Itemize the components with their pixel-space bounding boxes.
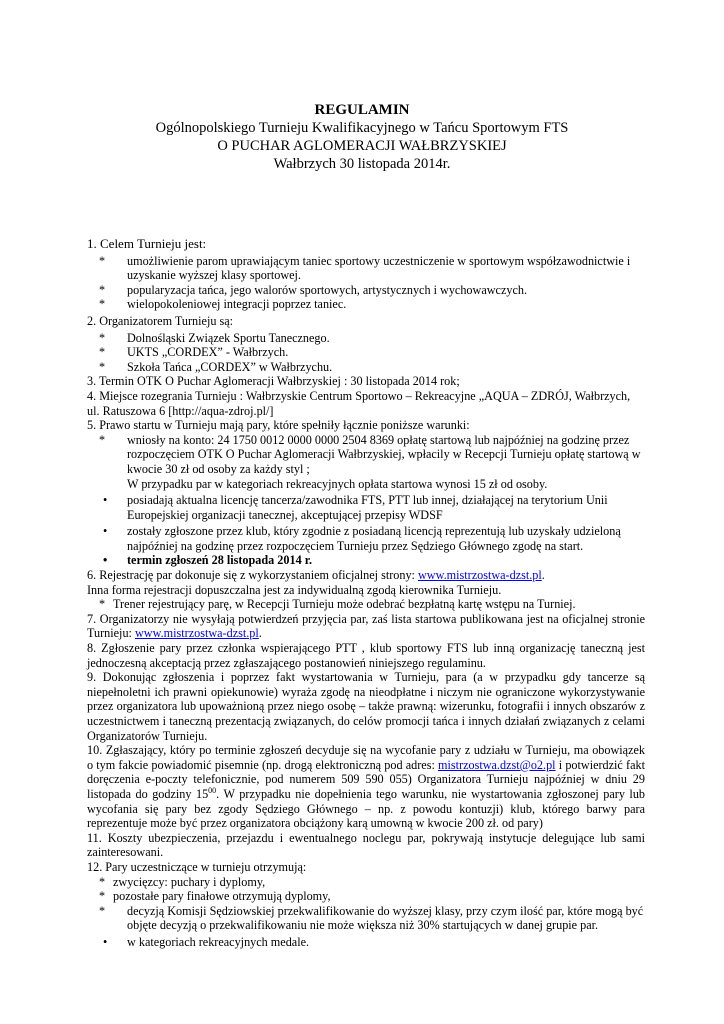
email-link[interactable]: mistrzostwa.dzst@o2.pl <box>438 757 556 772</box>
section-12-item: • w kategoriach rekreacyjnych medale. <box>103 934 310 949</box>
section-5-note: W przypadku par w kategoriach rekreacyjnych opłata startowa wynosi 15 zł od osoby. <box>127 476 548 491</box>
start-list-link[interactable]: www.mistrzostwa-dzst.pl <box>134 626 259 641</box>
section-3: 3. Termin OTK O Puchar Aglomeracji Wałbrzyskiej : 30 listopada 2014 rok; <box>87 374 460 389</box>
header-date: Wałbrzych 30 listopada 2014r. <box>273 156 451 172</box>
section-5-deadline: • termin zgłoszeń 28 listopada 2014 r. <box>103 553 313 568</box>
section-5-heading: 5. Prawo startu w Turnieju mają pary, które spełniły łącznie poniższe warunki: <box>87 418 470 433</box>
section-11: 11. Koszty ubezpieczenia, przejazdu i ewentualnego noclegu par, pokrywają instytucje delegujące lub sami zainteresowani. <box>87 830 645 860</box>
section-12-item: * decyzją Komisji Sędziowskiej przekwalifikowanie do wyższej klasy, przy czym ilość par, które mogą być objęte decyzją o przekwalifikowaniu nie może większa niż 30% startujących w danej grupie par. <box>99 903 644 933</box>
section-9: 9. Dokonując zgłoszenia i poprzez fakt wystartowania w Turnieju, para (a w przypadku gdy tancerze są niepełnoletni ich prawni opiekunowie) wyraża zgodę na nieodpłatne i niczym nie ograniczone wykorzystywanie przez organizatora lub upoważnioną przez niego osobę – także prawną: wizerunku, fotografii i innych obszarów z uczestnictwem i taneczną prezentacją związanych, do celów promocji tańca i innych działań związanych z celami Organizatorów Turnieju. <box>87 670 645 743</box>
header-subtitle-2: O PUCHAR AGLOMERACJI WAŁBRZYSKIEJ <box>217 138 507 154</box>
regulation-body <box>87 237 645 950</box>
section-6-trainer-note: * Trener rejestrujący parę, w Recepcji Turnieju może odebrać bezpłatną kartę wstępu na Turniej. <box>99 597 576 612</box>
section-1-item: * popularyzacja tańca, jego walorów sportowych, artystycznych i wychowawczych. <box>99 282 528 297</box>
section-5-item: * wniosły na konto: 24 1750 0012 0000 0000 2504 8369 opłatę startową lub najpóźniej na godzinę przez rozpoczęciem OTK O Puchar Aglomeracji Wałbrzyskiej, wpłacily w Recepcji Turnieju opłatę startową w kwocie 30 zł od osoby za każdy styl ; <box>99 432 641 476</box>
section-12-heading: 12. Pary uczestniczące w turnieju otrzymują: <box>87 859 307 874</box>
section-5-item: • zostały zgłoszone przez klub, który zgodnie z posiadaną licencją reprezentują lub uzyskały udzieloną najpóźniej na godzinę przez rozpoczęciem Turnieju przez Sędziego Głównego zgodę na start. <box>103 524 621 553</box>
section-12-item: * zwycięzcy: puchary i dyplomy, <box>99 874 266 889</box>
section-2-item: * UKTS „CORDEX” - Wałbrzych. <box>99 345 289 360</box>
section-12-item: * pozostałe pary finałowe otrzymują dyplomy, <box>99 889 331 904</box>
section-2-heading: 2. Organizatorem Turnieju są: <box>87 313 234 328</box>
section-8: 8. Zgłoszenie pary przez członka wspierającego PTT , klub sportowy FTS lub inną organizację taneczną jest jednoczesną akceptacją przez zgłaszającego postanowień niniejszego regulaminu. <box>87 641 645 670</box>
section-2-item: * Dolnośląski Związek Sportu Tanecznego. <box>99 330 330 345</box>
section-2-item: * Szkoła Tańca „CORDEX” w Wałbrzychu. <box>99 359 333 374</box>
section-6-line-2: Inna forma rejestracji dopuszczalna jest za indywidualną zgodą kierownika Turnieju. <box>87 582 502 597</box>
section-10: 10. Zgłaszający, który po terminie zgłoszeń decyduje się na wycofanie pary z udziału w Turnieju, ma obowiązek o tym fakcie powiadomić pisemnie (np. drogą elektroniczną pod adres: mistrzostwa.dzst@o2.pl i potwierdzić fakt doręczenia e-poczty telefonicznie, pod numerem 509 590 055) Organizatora Turnieju najpóźniej w dniu 29 listopada do godziny $15^{00}$. W przypadku nie dopełnienia tego warunku, nie wystartowania zgłoszonej pary lub wycofania się pary bez zgody Sędziego Głównego – np. z powodu kontuzji) klub, którego barwy para reprezentuje może być przez organizatora obciążony karą umowną w kwocie 200 zł. od pary) <box>87 743 646 831</box>
section-5-item: • posiadają aktualna licencję tancerza/zawodnika FTS, PTT lub innej, działającej na terytorium Unii Europejskiej organizacji tanecznej, akceptującej przepisy WDSF <box>103 493 608 522</box>
section-1-item: * umożliwienie parom uprawiającym taniec sportowy uczestniczenie w sportowym współzawodnictwie i uzyskanie wyższej klasy sportowej. <box>99 253 631 283</box>
section-1-item: * wielopokoleniowej integracji poprzez taniec. <box>99 297 347 312</box>
registration-link[interactable]: www.mistrzostwa-dzst.pl <box>418 568 542 583</box>
header-subtitle-1: Ogólnopolskiego Turnieju Kwalifikacyjnego w Tańcu Sportowym FTS <box>155 120 569 136</box>
section-1-heading: 1. Celem Turnieju jest: <box>87 236 207 251</box>
section-4: 4. Miejsce rozegrania Turnieju : Wałbrzyskie Centrum Sportowo – Rekreacyjne „AQUA – ZDRÓJ, Wałbrzych, ul. Ratuszowa 6 [http://aqua-zdroj.pl/] <box>87 388 631 418</box>
document-title: REGULAMIN <box>314 102 410 118</box>
section-6: 6. Rejestrację par dokonuje się z wykorzystaniem oficjalnej strony: www.mistrzostwa-dzst.pl. <box>87 568 545 583</box>
document-header <box>0 101 724 173</box>
section-7: 7. Organizatorzy nie wysyłają potwierdzeń przyjęcia par, zaś lista startowa publikowana jest na oficjalnej stronie Turnieju: www.mistrzostwa-dzst.pl. <box>87 611 645 641</box>
